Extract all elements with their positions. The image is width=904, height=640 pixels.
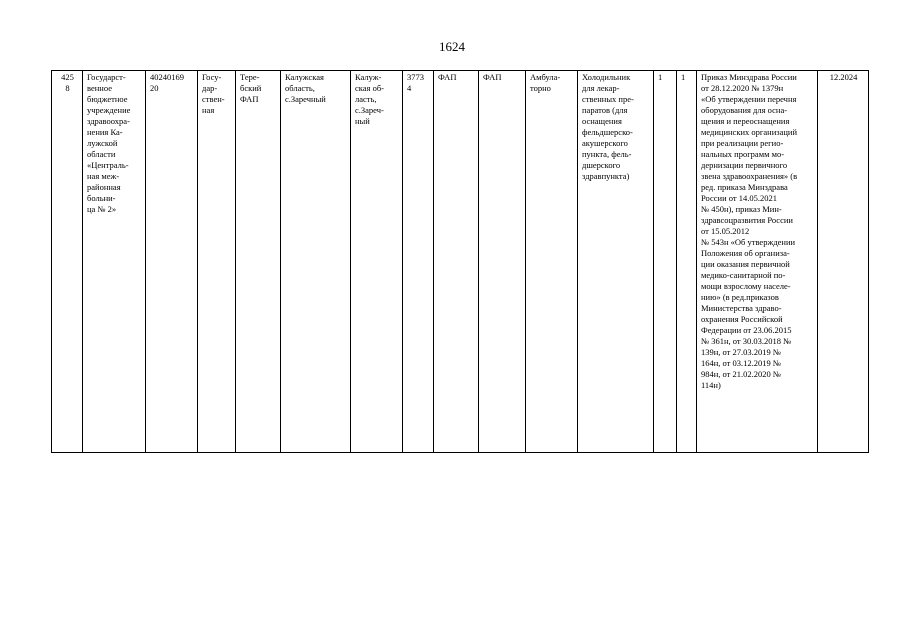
- cell-location: Калуж- ская об- ласть, с.Зареч- ный: [351, 71, 403, 453]
- cell-address: Калужская область, с.Заречный: [281, 71, 351, 453]
- page-number: 1624: [439, 39, 465, 54]
- cell-row-number: 425 8: [52, 71, 83, 453]
- cell-date: 12.2024: [818, 71, 869, 453]
- cell-qty-present: 1: [677, 71, 697, 453]
- cell-index: 3773 4: [403, 71, 434, 453]
- cell-equipment: Холодильник для лекар- ственных пре- паратов (для оснащения фельдшерско- акушерского пункта, фель- дшерского здравпункта): [578, 71, 654, 453]
- registry-table: [51, 70, 869, 453]
- cell-qty-required: 1: [654, 71, 677, 453]
- cell-type-2: ФАП: [479, 71, 526, 453]
- cell-legal-basis: Приказ Минздрава России от 28.12.2020 № 1379н «Об утверждении перечня оборудования для осна- щения и переоснащения медицинских организаций при реализации регио- нальных программ мо- дернизации первичного звена здравоохранения» (в ред. приказа Минздрава России от 14.05.2021 № 450н), приказ Мин- здравсоцразвития России от 15.05.2012 № 543н «Об утверждении Положения об организа- ции оказания первичной медико-санитарной по- мощи взрослому населе- нию» (в ред.приказов Министерства здраво- охранения Российской Федерации от 23.06.2015 № 361н, от 30.03.2018 № 139н, от 27.03.2019 № 164н, от 03.12.2019 № 984н, от 21.02.2020 № 114н): [697, 71, 818, 453]
- cell-code: 40240169 20: [146, 71, 198, 453]
- cell-organization: Государст- венное бюджетное учреждение здравоохра- нения Ка- лужской области «Централь- ная меж- районная больни- ца № 2»: [83, 71, 146, 453]
- cell-care-form: Амбула- торно: [526, 71, 578, 453]
- cell-type-1: ФАП: [434, 71, 479, 453]
- cell-ownership: Госу- дар- ствен- ная: [198, 71, 236, 453]
- table-row: [52, 71, 869, 453]
- cell-facility: Тере- бский ФАП: [236, 71, 281, 453]
